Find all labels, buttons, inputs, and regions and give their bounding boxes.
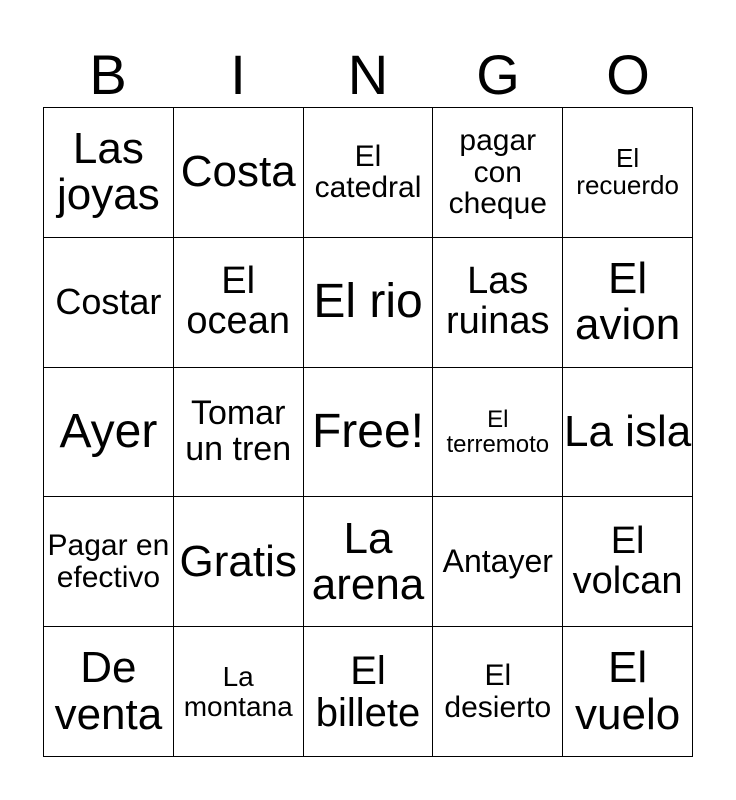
bingo-cell [173, 367, 303, 497]
bingo-cell-text: Costar [55, 281, 162, 323]
bingo-cell-text: El rio [313, 275, 423, 328]
bingo-cell [173, 237, 303, 367]
bingo-cell-text: Las joyas [57, 124, 160, 220]
bingo-cell [173, 108, 303, 238]
bingo-cell [173, 627, 303, 757]
bingo-cell-text: Las ruinas [446, 260, 550, 343]
header-letter-o: O [606, 43, 650, 106]
bingo-cell-text: El recuerdo [576, 143, 679, 201]
bingo-cell-text: De venta [54, 643, 163, 739]
bingo-cell-text: El catedral [314, 139, 422, 205]
bingo-cell-text: Tomar un tren [185, 394, 292, 468]
header-letter-b: B [89, 43, 127, 106]
bingo-cell [44, 367, 174, 497]
bingo-cell-text: La isla [564, 406, 692, 456]
bingo-cell [563, 627, 693, 757]
bingo-cell-text: La montana [183, 661, 293, 722]
header-letter-i: I [230, 43, 246, 106]
bingo-cell-text: Antayer [442, 542, 553, 579]
bingo-cell-text: El ocean [186, 260, 290, 343]
header-letter-g: G [476, 43, 520, 106]
bingo-cell-text: El billete [315, 648, 421, 735]
bingo-cell-text: La arena [311, 513, 425, 609]
grid-row [44, 108, 693, 238]
bingo-cell [433, 497, 563, 627]
bingo-cell [433, 627, 563, 757]
header-letter-n: N [347, 43, 389, 106]
bingo-cell [563, 108, 693, 238]
bingo-cell-text: El desierto [444, 659, 552, 724]
bingo-cell [44, 497, 174, 627]
grid-row [44, 497, 693, 627]
bingo-cell [433, 108, 563, 238]
bingo-cell [173, 497, 303, 627]
bingo-cell [563, 237, 693, 367]
bingo-cell [303, 627, 433, 757]
grid-row [44, 367, 693, 497]
bingo-card-grid [43, 107, 693, 757]
bingo-cell [44, 627, 174, 757]
bingo-cell [563, 497, 693, 627]
bingo-cell-text: El avion [575, 254, 681, 350]
bingo-cell-text: pagar con cheque [448, 124, 547, 221]
bingo-cell-text: El terremoto [446, 405, 550, 458]
bingo-cell-text: Free! [311, 404, 424, 458]
bingo-cell [433, 237, 563, 367]
bingo-cell [303, 237, 433, 367]
bingo-header [43, 44, 693, 106]
bingo-cell-text: Ayer [59, 404, 158, 458]
bingo-cell-text: Gratis [179, 536, 297, 586]
grid-row [44, 627, 693, 757]
grid-row [44, 237, 693, 367]
bingo-cell [44, 108, 174, 238]
bingo-cell [303, 497, 433, 627]
bingo-cell [303, 367, 433, 497]
bingo-cell-text: Costa [180, 147, 296, 197]
bingo-cell-text: Pagar en efectivo [47, 529, 170, 594]
bingo-cell [563, 367, 693, 497]
bingo-cell-text: El vuelo [575, 643, 681, 739]
bingo-cell [303, 108, 433, 238]
bingo-cell [44, 237, 174, 367]
bingo-cell-text: El volcan [572, 519, 683, 602]
bingo-cell [433, 367, 563, 497]
